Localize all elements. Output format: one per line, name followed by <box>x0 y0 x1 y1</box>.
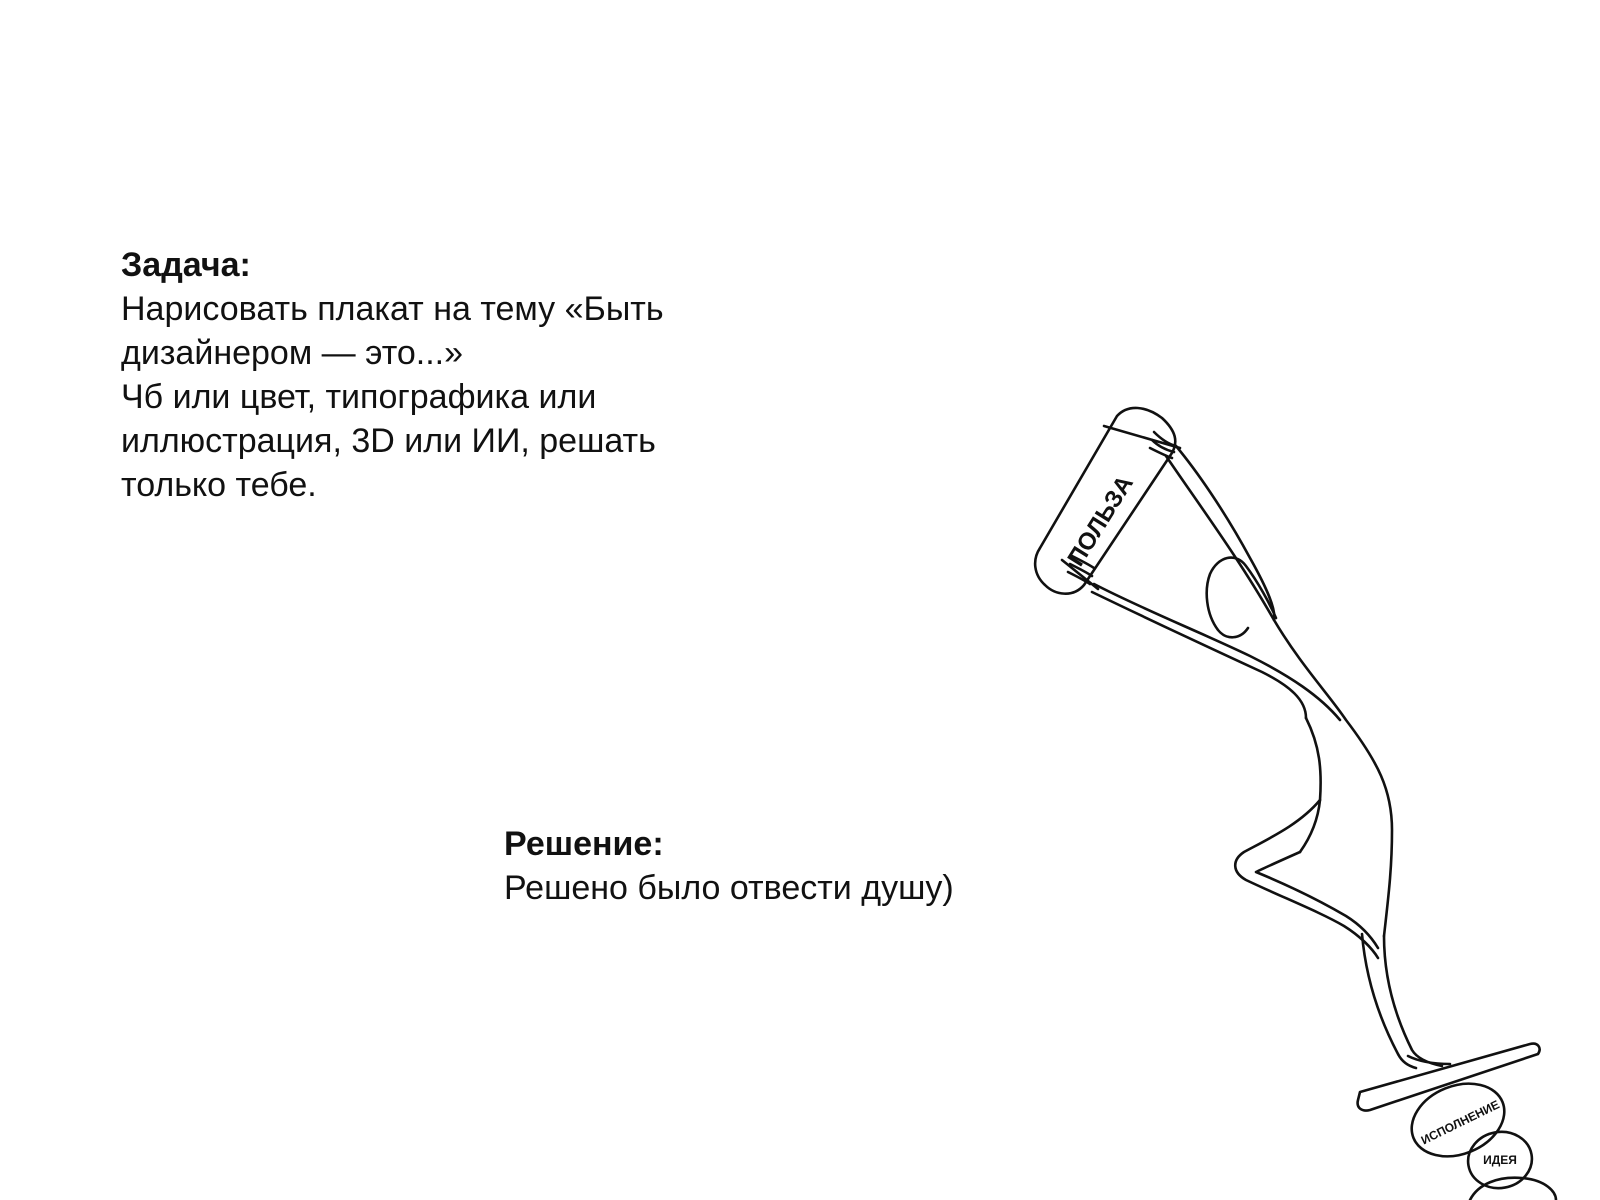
stone-execution-label: ИСПОЛНЕНИЕ <box>1418 1097 1502 1148</box>
task-heading: Задача: <box>121 246 251 284</box>
board <box>1035 408 1180 594</box>
task-text-line: иллюстрация, 3D или ИИ, решать <box>121 422 656 460</box>
solution-text: Решено было отвести душу) <box>504 869 954 907</box>
task-section <box>121 243 761 507</box>
stones <box>1401 1070 1556 1200</box>
plank <box>1358 1044 1540 1111</box>
task-text-line: только тебе. <box>121 466 317 504</box>
solution-section <box>504 822 1064 910</box>
task-text-line: дизайнером — это...» <box>121 334 464 372</box>
figure <box>1092 446 1450 1068</box>
stone-idea-label: ИДЕЯ <box>1483 1153 1517 1167</box>
board-label: ПОЛЬЗА <box>1062 470 1139 572</box>
task-text-line: Нарисовать плакат на тему «Быть <box>121 290 664 328</box>
stone-idea <box>1464 1127 1537 1193</box>
stone-bottom <box>1470 1178 1556 1200</box>
stone-execution <box>1401 1070 1515 1169</box>
hands <box>1068 432 1176 584</box>
solution-heading: Решение: <box>504 825 664 863</box>
task-text-line: Чб или цвет, типографика или <box>121 378 597 416</box>
